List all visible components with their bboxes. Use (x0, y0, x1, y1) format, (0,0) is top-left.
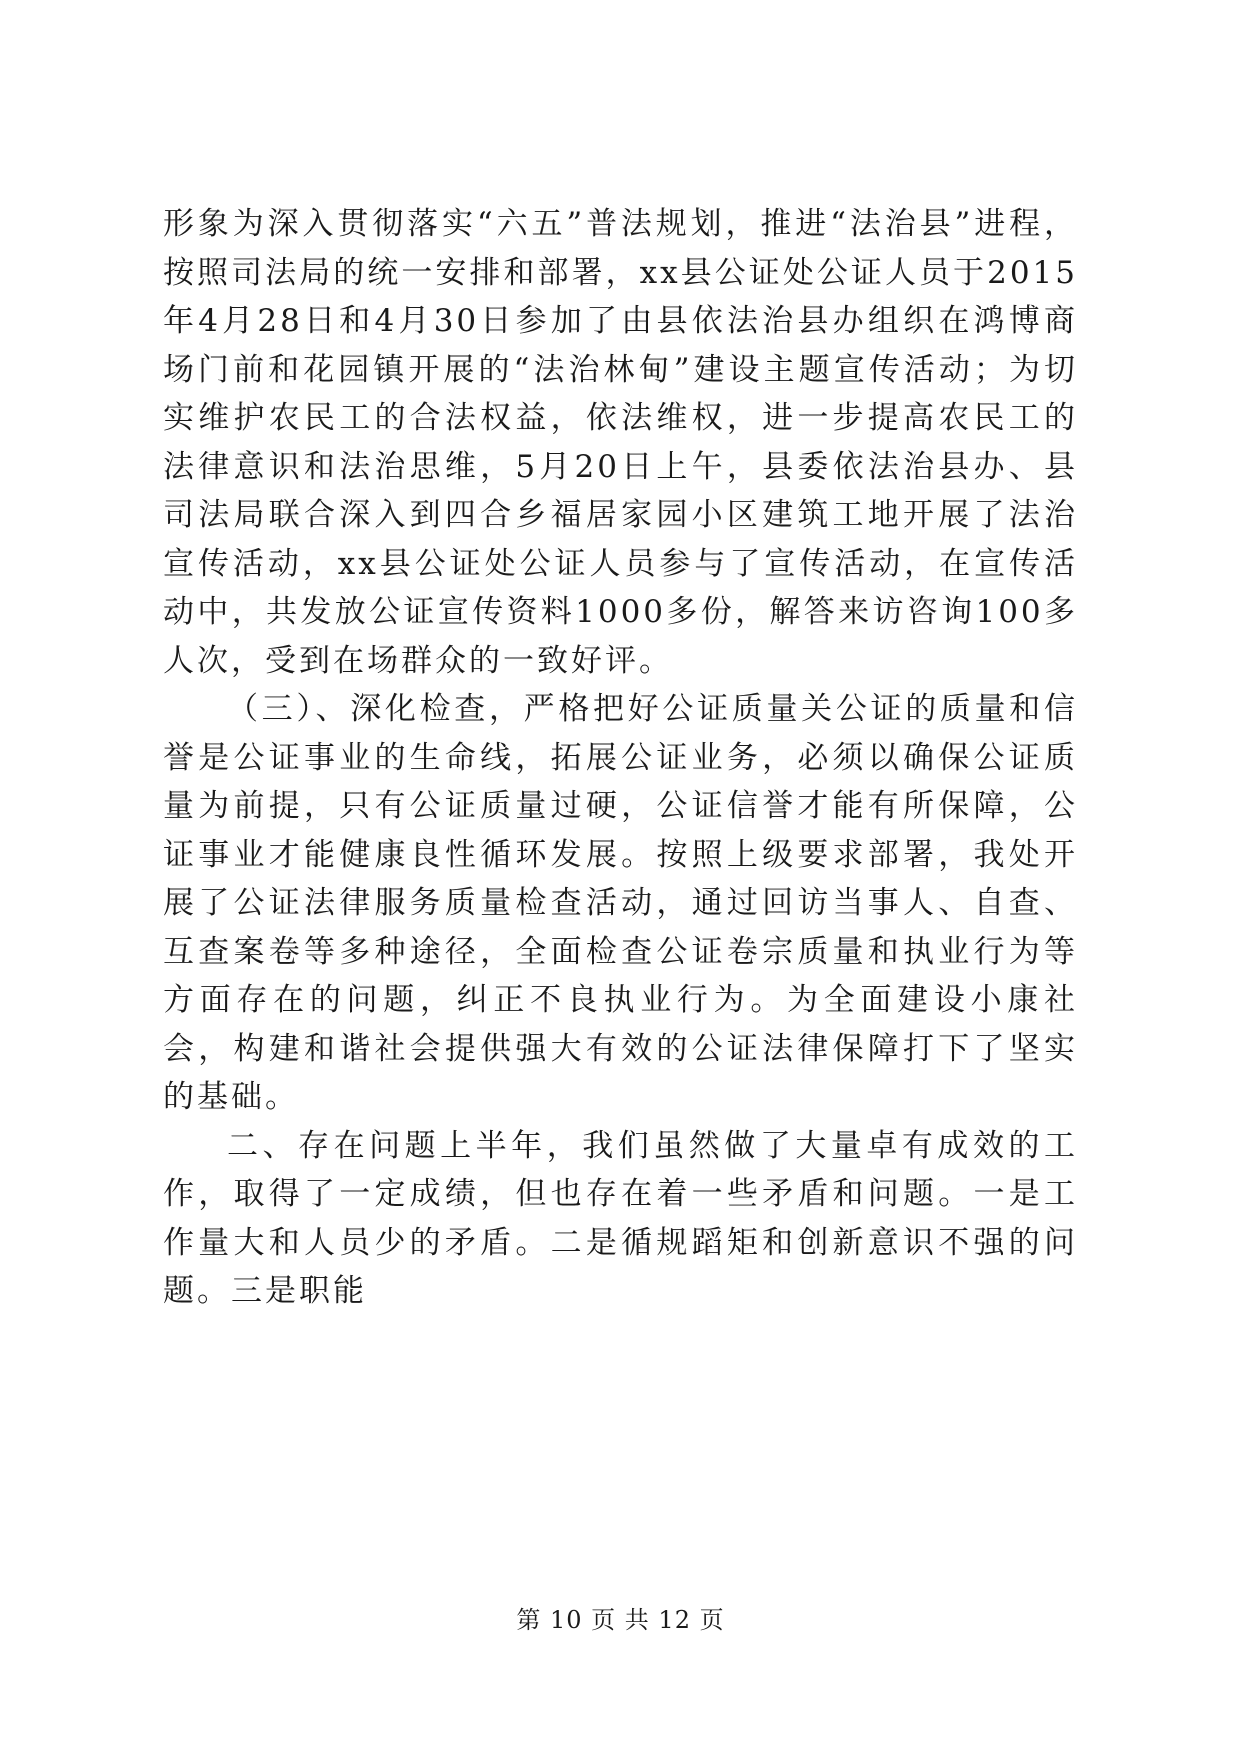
paragraph-2: （三）、深化检查，严格把好公证质量关公证的质量和信誉是公证事业的生命线，拓展公证业务，必须以确保公证质量为前提，只有公证质量过硬，公证信誉才能有所保障，公证事业才能健康良性循环发展。按照上级要求部署，我处开展了公证法律服务质量检查活动，通过回访当事人、自查、互查案卷等多种途径，全面检查公证卷宗质量和执业行为等方面存在的问题，纠正不良执业行为。为全面建设小康社会，构建和谐社会提供强大有效的公证法律保障打下了坚实的基础。 (163, 691, 1078, 1115)
paragraph-1: 形象为深入贯彻落实“六五”普法规划，推进“法治县”进程，按照司法局的统一安排和部署，xx县公证处公证人员于2015年4月28日和4月30日参加了由县依法治县办组织在鸿博商场门前和花园镇开展的“法治林甸”建设主题宣传活动；为切实维护农民工的合法权益，依法维权，进一步提高农民工的法律意识和法治思维，5月20日上午，县委依法治县办、县司法局联合深入到四合乡福居家园小区建筑工地开展了法治宣传活动，xx县公证处公证人员参与了宣传活动，在宣传活动中，共发放公证宣传资料1000多份，解答来访咨询100多人次，受到在场群众的一致好评。 (163, 206, 1078, 679)
document-body (163, 200, 1078, 1316)
page-number-footer: 第 10 页 共 12 页 (516, 1606, 725, 1634)
paragraph-3: 二、存在问题上半年，我们虽然做了大量卓有成效的工作，取得了一定成绩，但也存在着一些矛盾和问题。一是工作量大和人员少的矛盾。二是循规蹈矩和创新意识不强的问题。三是职能 (163, 1127, 1078, 1309)
